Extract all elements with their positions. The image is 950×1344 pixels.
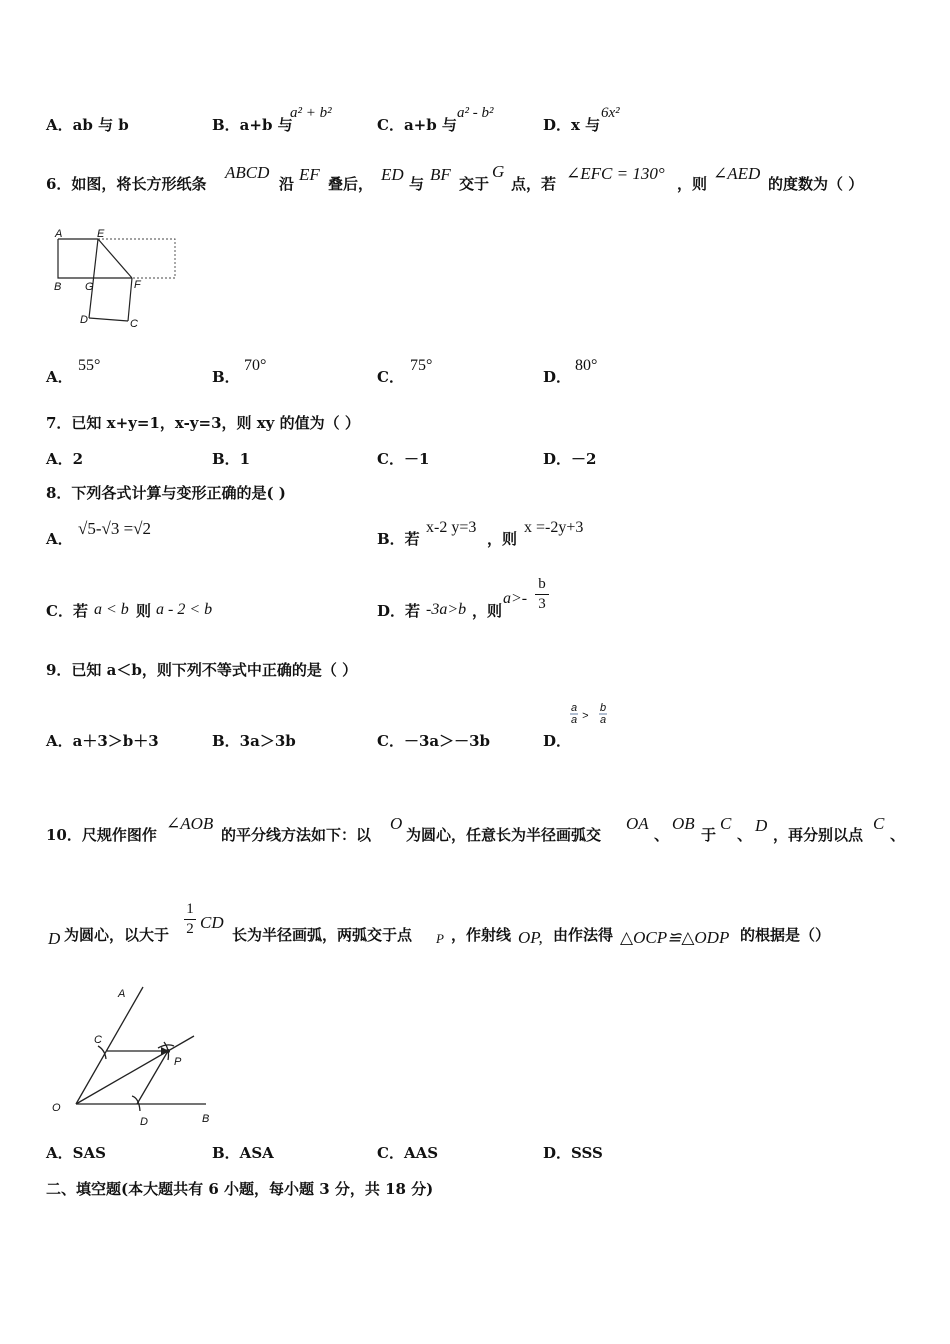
q6-math-7: ∠AED: [713, 164, 761, 183]
q6-text-8: 的度数为（ ）: [768, 175, 864, 193]
q10-segment-dp: [137, 1051, 168, 1104]
q8-option-b-expr2: x =-2y+3: [524, 519, 584, 536]
q10-label-p: P: [174, 1056, 182, 1068]
q10-option-b: B．ASA: [212, 1144, 274, 1162]
q10-text-5: 于: [701, 826, 717, 844]
q10-arc-c: [98, 1046, 106, 1059]
q7-option-c: C．－1: [377, 450, 430, 468]
q6-fold-ef: [98, 239, 132, 278]
q6-option-d-value: 80°: [575, 357, 598, 374]
q6-math-1: ABCD: [225, 163, 270, 182]
q10-math-12: △OCP≌△ODP: [620, 928, 730, 947]
q5-option-b: B．a+b 与: [212, 116, 293, 134]
q10-text-13: 的根据是（）: [740, 926, 831, 944]
q10-text-7: ，再分别以点: [773, 826, 864, 844]
q5-option-d-expr: 6x²: [601, 105, 620, 121]
q6-math-6: ∠EFC = 130°: [566, 164, 665, 183]
q9-option-d-expr: [569, 703, 613, 731]
q10-label-o: O: [52, 1102, 61, 1114]
q6-figure: [50, 226, 185, 334]
q10-label-a: A: [118, 988, 126, 1000]
q6-option-a-value: 55°: [78, 357, 101, 374]
q9-stem: 9．已知 a＜b，则下列不等式中正确的是（ ）: [46, 661, 358, 679]
q10-math-5: C: [720, 814, 732, 833]
q8-option-a-label: A．: [46, 530, 73, 548]
q6-label-b: B: [54, 281, 62, 293]
q7-option-a: A．2: [46, 450, 84, 468]
q10-text-4: 、: [654, 826, 670, 844]
q5-option-c-expr: a² - b²: [457, 105, 494, 121]
q6-label-g: G: [85, 281, 94, 293]
q9-option-c: C．－3a＞－3b: [377, 732, 491, 750]
q10-ray-op: [76, 1036, 194, 1104]
q10-text-11: ，作射线: [451, 926, 512, 944]
q6-option-b-label: B．: [212, 368, 240, 386]
q5-option-c: C．a+b 与: [377, 116, 457, 134]
q6-text-6: 点，若: [511, 175, 557, 193]
q8-option-c-label: C．若: [46, 602, 88, 620]
q10-math-6: D: [755, 816, 768, 835]
q9-option-b: B．3a＞3b: [212, 732, 296, 750]
q10-fraction-half: [184, 902, 196, 937]
q8-option-b-expr1: x-2 y=3: [426, 519, 477, 536]
q7-stem: 7．已知 x+y=1，x-y=3，则 xy 的值为（ ）: [46, 414, 360, 432]
q8-option-d-numerator: b: [538, 576, 546, 592]
q6-line-dc: [89, 318, 128, 321]
q8-option-c-expr2: a - 2 < b: [156, 601, 213, 618]
q8-option-a-expr: √5-√3 =√2: [78, 519, 151, 538]
q10-math-9: CD: [200, 913, 224, 932]
q8-option-c-mid: 则: [136, 602, 152, 620]
q9-option-a: A．a＋3＞b＋3: [46, 732, 159, 750]
q8-option-d-fraction: [535, 577, 549, 612]
q6-label-d: D: [80, 314, 88, 326]
q6-label-f: F: [134, 279, 141, 291]
q10-math-8: D: [48, 929, 61, 948]
q6-label-a: A: [55, 228, 63, 240]
q7-option-b: B．1: [212, 450, 251, 468]
q10-math-7: C: [873, 814, 885, 833]
svg-text:b: b: [600, 703, 607, 714]
q6-math-5: G: [492, 162, 505, 181]
q10-text-10: 长为半径画弧，两弧交于点: [232, 926, 413, 944]
q6-text-4: 与: [409, 175, 425, 193]
q6-line-cf: [128, 278, 132, 321]
q8-stem: 8．下列各式计算与变形正确的是( ): [46, 484, 286, 502]
q10-label-d: D: [140, 1116, 148, 1128]
q6-left-rect: [58, 239, 98, 278]
q6-dotted-original: [98, 239, 175, 278]
q10-point-p: [166, 1049, 170, 1053]
q6-text-7: ，则: [677, 175, 708, 193]
q10-math-2: O: [390, 814, 403, 833]
q9-option-d: D．: [543, 732, 572, 750]
q10-text-1: 10．尺规作图作: [46, 826, 157, 844]
q10-math-11: OP,: [518, 928, 543, 947]
svg-text:a: a: [571, 703, 578, 714]
q6-math-2: EF: [299, 165, 320, 184]
q5-option-b-expr: a² + b²: [290, 105, 332, 121]
q10-option-c: C．AAS: [377, 1144, 439, 1162]
q6-text-3: 叠后，: [328, 175, 374, 193]
q10-text-6: 、: [737, 826, 753, 844]
q10-text-12: 由作法得: [553, 926, 614, 944]
q10-label-c: C: [94, 1034, 102, 1046]
q6-math-3: ED: [381, 165, 404, 184]
q6-option-b-value: 70°: [244, 357, 267, 374]
q10-option-d: D．SSS: [543, 1144, 603, 1162]
q10-figure: [46, 980, 221, 1130]
q6-option-c-value: 75°: [410, 357, 433, 374]
q10-ray-oa: [76, 987, 143, 1104]
q10-text-8: 、: [890, 826, 906, 844]
q6-math-4: BF: [430, 165, 451, 184]
q6-option-d-label: D．: [543, 368, 572, 386]
q10-text-2: 的平分线方法如下：以: [221, 826, 372, 844]
svg-text:a: a: [571, 714, 578, 726]
svg-text:>: >: [582, 710, 589, 722]
q8-option-d-expr1: -3a>b: [426, 601, 467, 618]
q6-label-e: E: [97, 228, 105, 240]
q10-text-3: 为圆心，任意长为半径画弧交: [406, 826, 602, 844]
q10-math-4: OB: [672, 814, 695, 833]
q5-option-d: D．x 与: [543, 116, 601, 134]
q5-option-a: A．ab 与 b: [46, 116, 129, 134]
q8-option-d-label: D．若: [377, 602, 421, 620]
q8-option-b-label: B．若: [377, 530, 420, 548]
q6-option-a-label: A．: [46, 368, 73, 386]
q8-option-d-denominator: 3: [538, 596, 546, 612]
q10-option-a: A．SAS: [46, 1144, 106, 1162]
q10-math-1: ∠AOB: [166, 814, 214, 833]
q7-option-d: D．－2: [543, 450, 597, 468]
q6-option-c-label: C．: [377, 368, 404, 386]
q6-text-2: 沿: [279, 175, 295, 193]
q10-label-b: B: [202, 1113, 210, 1125]
q8-option-b-mid: ，则: [487, 530, 518, 548]
q10-fraction-numerator: 1: [186, 901, 194, 917]
q8-option-c-expr1: a < b: [94, 601, 129, 618]
svg-text:a: a: [600, 714, 607, 726]
q10-fraction-denominator: 2: [186, 921, 194, 937]
q10-text-9: 为圆心，以大于: [64, 926, 170, 944]
q10-math-10: P: [436, 931, 444, 946]
q6-text-5: 交于: [459, 175, 490, 193]
section-2-heading: 二、填空题(本大题共有 6 小题，每小题 3 分，共 18 分): [46, 1180, 434, 1198]
q8-option-d-expr2: a>-: [503, 590, 528, 607]
q6-label-c: C: [130, 318, 138, 330]
q10-math-3: OA: [626, 814, 649, 833]
q8-option-d-mid: ，则: [472, 602, 503, 620]
q6-text-1: 6．如图，将长方形纸条: [46, 175, 207, 193]
